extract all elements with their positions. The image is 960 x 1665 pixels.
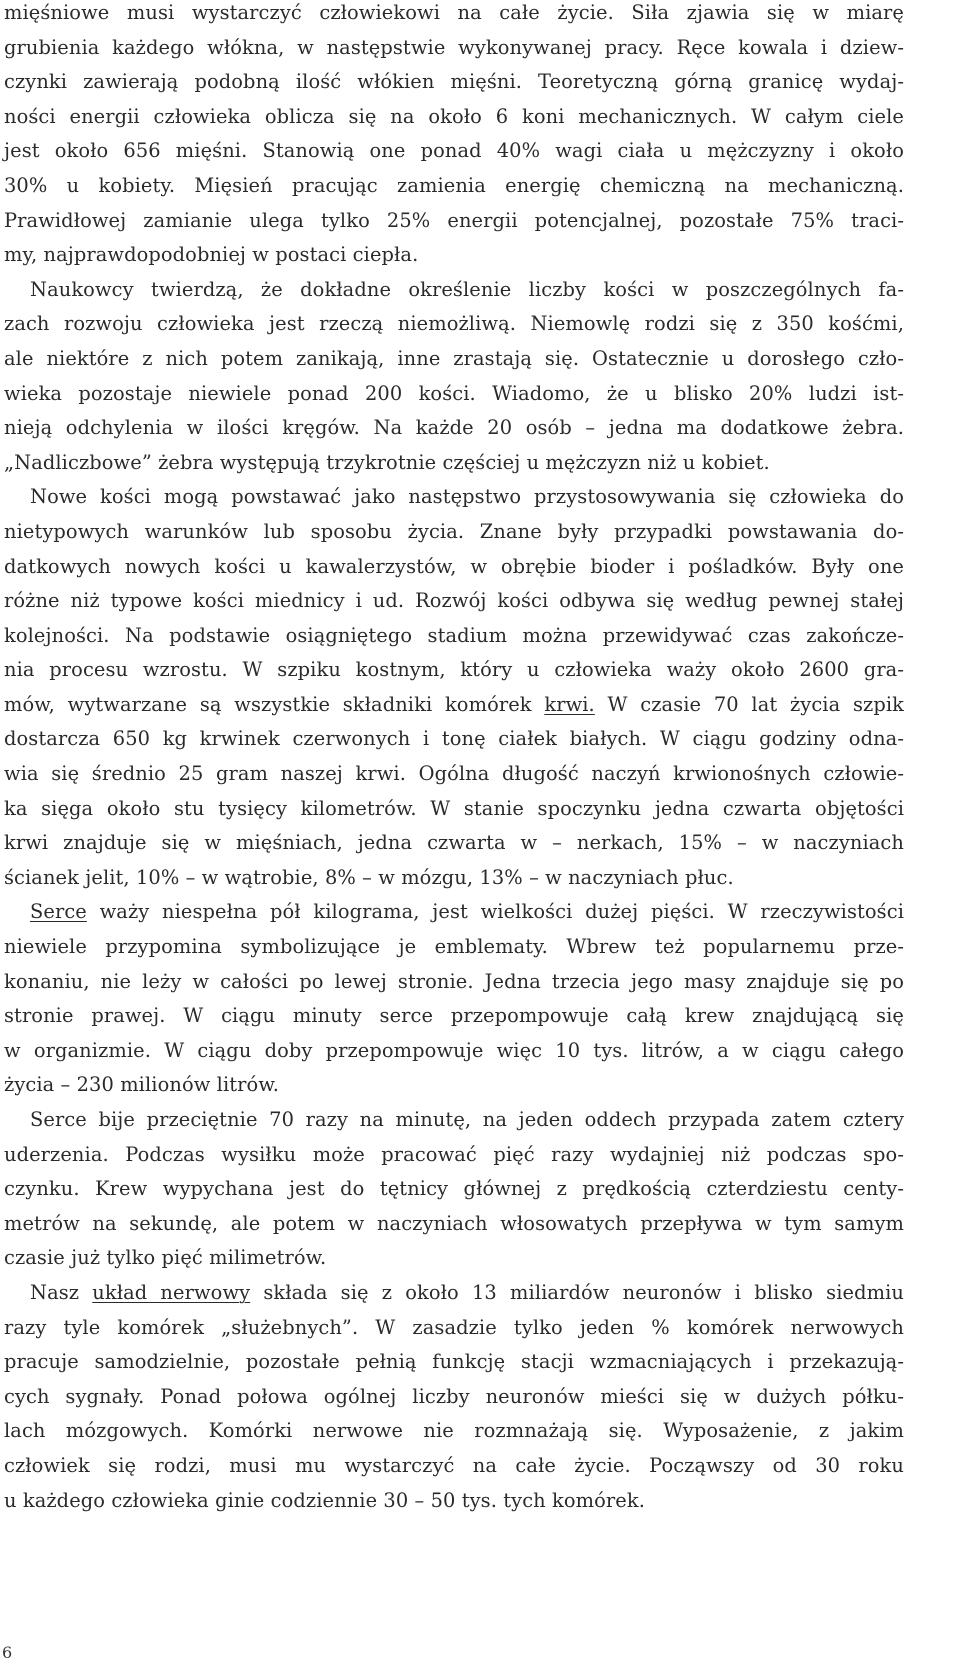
- text-segment: krwi znajduje się w mięśniach, jedna czwarta w – nerkach, 15% – w naczyniach: [4, 831, 904, 855]
- text-segment: konaniu, nie leży w całości po lewej stronie. Jedna trzecia jego masy znajduje się po: [4, 969, 904, 993]
- text-segment: ale niektóre z nich potem zanikają, inne zrastają się. Ostatecznie u dorosłego czło-: [4, 346, 904, 370]
- text-line: [4, 895, 904, 930]
- text-line: [4, 169, 904, 204]
- text-line: [4, 999, 904, 1034]
- text-line: [4, 550, 904, 585]
- text-segment: mięśniowe musi wystarczyć człowiekowi na całe życie. Siła zjawia się w miarę: [4, 1, 904, 24]
- text-segment: ścianek jelit, 10% – w wątrobie, 8% – w mózgu, 13% – w naczyniach płuc.: [4, 865, 734, 889]
- text-line: [4, 1311, 904, 1346]
- text-line: [4, 238, 904, 273]
- text-line: [4, 722, 904, 757]
- text-segment: zach rozwoju człowieka jest rzeczą niemożliwą. Niemowlę rodzi się z 350 kośćmi,: [4, 312, 904, 336]
- text-line: [4, 342, 904, 377]
- text-segment: czynki zawierają podobną ilość włókien mięśni. Teoretyczną górną granicę wydaj-: [4, 70, 904, 94]
- text-line: [4, 1241, 904, 1276]
- underlined-term: układ nerwowy: [92, 1280, 251, 1304]
- text-line: [4, 965, 904, 1000]
- text-segment: wieka pozostaje niewiele ponad 200 kości. Wiadomo, że u blisko 20% ludzi ist-: [4, 381, 904, 405]
- text-segment: życia – 230 milionów litrów.: [4, 1073, 279, 1097]
- text-segment: kolejności. Na podstawie osiągniętego stadium można przewidywać czas zakończe-: [4, 623, 904, 647]
- text-line: [4, 411, 904, 446]
- text-line: [4, 1484, 904, 1519]
- text-segment: stronie prawej. W ciągu minuty serce przepompowuje całą krew znajdującą się: [4, 1004, 904, 1028]
- text-segment: dostarcza 650 kg krwinek czerwonych i tonę ciałek białych. W ciągu godziny odna-: [4, 727, 904, 751]
- text-segment: Nowe kości mogą powstawać jako następstwo przystosowywania się człowieka do: [30, 485, 904, 509]
- text-segment: datkowych nowych kości u kawalerzystów, w obrębie bioder i pośladków. Były one: [4, 554, 904, 578]
- text-segment: grubienia każdego włókna, w następstwie wykonywanej pracy. Ręce kowala i dziew-: [4, 35, 904, 59]
- text-segment: niewiele przypomina symbolizujące je emblematy. Wbrew też popularnemu prze-: [4, 935, 904, 959]
- text-segment: W czasie 70 lat życia szpik: [594, 692, 904, 716]
- text-line: [4, 584, 904, 619]
- text-line: [4, 1034, 904, 1069]
- text-line: [4, 1414, 904, 1449]
- text-segment: człowiek się rodzi, musi mu wystarczyć na całe życie. Począwszy od 30 roku: [4, 1453, 904, 1477]
- body-text: [4, 0, 904, 1518]
- text-line: [4, 307, 904, 342]
- text-segment: my, najprawdopodobniej w postaci ciepła.: [4, 243, 419, 267]
- text-line: [4, 100, 904, 135]
- text-segment: razy tyle komórek „służebnych”. W zasadzie tylko jeden % komórek nerwowych: [4, 1315, 904, 1339]
- text-segment: pracuje samodzielnie, pozostałe pełnią funkcję stacji wzmacniających i przekazują-: [4, 1350, 904, 1374]
- text-segment: ności energii człowieka oblicza się na około 6 koni mechanicznych. W całym ciele: [4, 104, 904, 128]
- text-line: [4, 653, 904, 688]
- text-line: [4, 0, 904, 31]
- text-segment: metrów na sekundę, ale potem w naczyniach włosowatych przepływa w tym samym: [4, 1211, 904, 1235]
- text-line: [4, 273, 904, 308]
- text-segment: 30% u kobiety. Mięsień pracując zamienia energię chemiczną na mechaniczną.: [4, 173, 904, 197]
- text-segment: Prawidłowej zamianie ulega tylko 25% energii potencjalnej, pozostałe 75% traci-: [4, 208, 904, 232]
- page-number: 6: [2, 1643, 13, 1662]
- text-segment: ka sięga około stu tysięcy kilometrów. W stanie spoczynku jedna czwarta objętości: [4, 796, 904, 820]
- text-line: [4, 1207, 904, 1242]
- text-line: [4, 1345, 904, 1380]
- text-segment: wia się średnio 25 gram naszej krwi. Ogólna długość naczyń krwionośnych człowie-: [4, 762, 904, 786]
- text-segment: lach mózgowych. Komórki nerwowe nie rozmnażają się. Wyposażenie, z jakim: [4, 1419, 904, 1443]
- text-segment: u każdego człowieka ginie codziennie 30 – 50 tys. tych komórek.: [4, 1488, 645, 1512]
- text-segment: jest około 656 mięśni. Stanowią one ponad 40% wagi ciała u mężczyzny i około: [4, 139, 904, 163]
- text-line: [4, 31, 904, 66]
- text-line: [4, 792, 904, 827]
- text-line: [4, 1138, 904, 1173]
- text-line: [4, 930, 904, 965]
- text-segment: składa się z około 13 miliardów neuronów i blisko siedmiu: [250, 1280, 904, 1304]
- text-line: [4, 1103, 904, 1138]
- text-line: [4, 134, 904, 169]
- text-segment: mów, wytwarzane są wszystkie składniki komórek: [4, 692, 545, 716]
- underlined-term: krwi.: [544, 692, 595, 716]
- text-line: [4, 480, 904, 515]
- text-segment: w organizmie. W ciągu doby przepompowuje więc 10 tys. litrów, a w ciągu całego: [4, 1038, 904, 1062]
- text-line: [4, 65, 904, 100]
- text-segment: różne niż typowe kości miednicy i ud. Rozwój kości odbywa się według pewnej stałej: [4, 589, 904, 613]
- underlined-term: Serce: [30, 900, 87, 924]
- text-line: [4, 688, 904, 723]
- text-segment: czasie już tylko pięć milimetrów.: [4, 1246, 327, 1270]
- text-line: [4, 377, 904, 412]
- text-line: [4, 757, 904, 792]
- text-segment: Nasz: [30, 1280, 93, 1304]
- text-segment: Naukowcy twierdzą, że dokładne określenie liczby kości w poszczególnych fa-: [30, 277, 904, 301]
- text-line: [4, 861, 904, 896]
- text-line: [4, 204, 904, 239]
- text-line: [4, 446, 904, 481]
- text-segment: nia procesu wzrostu. W szpiku kostnym, który u człowieka waży około 2600 gra-: [4, 658, 904, 682]
- text-line: [4, 515, 904, 550]
- text-segment: nietypowych warunków lub sposobu życia. Znane były przypadki powstawania do-: [4, 519, 904, 543]
- text-segment: waży niespełna pół kilograma, jest wielkości dużej pięści. W rzeczywistości: [86, 900, 904, 924]
- text-segment: uderzenia. Podczas wysiłku może pracować pięć razy wydajniej niż podczas spo-: [4, 1142, 904, 1166]
- text-segment: Serce bije przeciętnie 70 razy na minutę, na jeden oddech przypada zatem cztery: [30, 1108, 904, 1131]
- text-segment: „Nadliczbowe” żebra występują trzykrotnie częściej u mężczyzn niż u kobiet.: [4, 450, 770, 474]
- text-line: [4, 1172, 904, 1207]
- text-line: [4, 1380, 904, 1415]
- text-segment: nieją odchylenia w ilości kręgów. Na każde 20 osób – jedna ma dodatkowe żebra.: [4, 416, 904, 440]
- text-line: [4, 1449, 904, 1484]
- text-segment: cych sygnały. Ponad połowa ogólnej liczby neuronów mieści się w dużych półku-: [4, 1384, 904, 1408]
- text-line: [4, 1068, 904, 1103]
- text-line: [4, 1276, 904, 1311]
- text-line: [4, 826, 904, 861]
- text-line: [4, 619, 904, 654]
- text-segment: czynku. Krew wypychana jest do tętnicy głównej z prędkością czterdziestu centy-: [4, 1177, 904, 1201]
